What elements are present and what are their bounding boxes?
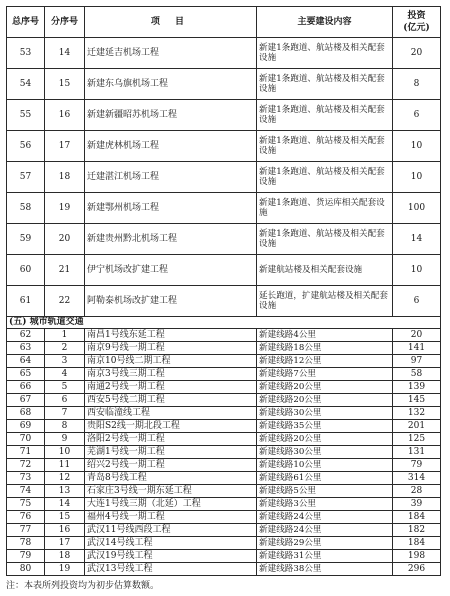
content-cell: 新建航站楼及相关配套设施: [257, 255, 393, 286]
total-no-cell: 78: [7, 537, 45, 550]
total-no-cell: 60: [7, 255, 45, 286]
investment-cell: 14: [393, 224, 441, 255]
project-cell: 迁建延吉机场工程: [85, 38, 257, 69]
project-cell: 洛阳2号线一期工程: [85, 433, 257, 446]
table-row: [7, 472, 441, 485]
project-cell: 南昌1号线东延工程: [85, 329, 257, 342]
investment-cell: 58: [393, 368, 441, 381]
investment-cell: 125: [393, 433, 441, 446]
sub-no-cell: 18: [45, 162, 85, 193]
investment-cell: 141: [393, 342, 441, 355]
section-title: (五) 城市轨道交通: [7, 317, 441, 329]
content-cell: 新建1条跑道、货运库相关配套设施: [257, 193, 393, 224]
rail-section: [7, 329, 441, 576]
investment-cell: 10: [393, 162, 441, 193]
table-row: [7, 420, 441, 433]
sub-no-cell: 12: [45, 472, 85, 485]
content-cell: 新建1条跑道、航站楼及相关配套设施: [257, 69, 393, 100]
content-cell: 新建线路30公里: [257, 407, 393, 420]
project-cell: 新建虎林机场工程: [85, 131, 257, 162]
table-row: [7, 38, 441, 69]
content-cell: 新建线路24公里: [257, 524, 393, 537]
content-cell: 新建线路12公里: [257, 355, 393, 368]
total-no-cell: 75: [7, 498, 45, 511]
project-cell: 新建新疆昭苏机场工程: [85, 100, 257, 131]
header-content: 主要建设内容: [257, 7, 393, 38]
table-row: [7, 498, 441, 511]
project-cell: 武汉11号线西段工程: [85, 524, 257, 537]
project-cell: 伊宁机场改扩建工程: [85, 255, 257, 286]
table-row: [7, 511, 441, 524]
investment-cell: 6: [393, 286, 441, 317]
investment-cell: 100: [393, 193, 441, 224]
content-cell: 新建线路38公里: [257, 563, 393, 576]
investment-cell: 145: [393, 394, 441, 407]
investment-cell: 28: [393, 485, 441, 498]
project-cell: 南京10号线二期工程: [85, 355, 257, 368]
table-row: [7, 100, 441, 131]
total-no-cell: 79: [7, 550, 45, 563]
table-row: [7, 446, 441, 459]
header-sub-no: 分序号: [45, 7, 85, 38]
content-cell: 新建1条跑道、航站楼及相关配套设施: [257, 224, 393, 255]
airport-section: [7, 38, 441, 317]
project-cell: 石家庄3号线一期东延工程: [85, 485, 257, 498]
content-cell: 新建线路61公里: [257, 472, 393, 485]
total-no-cell: 67: [7, 394, 45, 407]
investment-cell: 39: [393, 498, 441, 511]
investment-cell: 184: [393, 537, 441, 550]
content-cell: 延长跑道，扩建航站楼及相关配套设施: [257, 286, 393, 317]
sub-no-cell: 9: [45, 433, 85, 446]
sub-no-cell: 17: [45, 537, 85, 550]
total-no-cell: 56: [7, 131, 45, 162]
table-row: [7, 162, 441, 193]
header-row: [7, 7, 441, 38]
investment-cell: 201: [393, 420, 441, 433]
project-cell: 南通2号线一期工程: [85, 381, 257, 394]
table-row: [7, 286, 441, 317]
total-no-cell: 59: [7, 224, 45, 255]
total-no-cell: 58: [7, 193, 45, 224]
project-cell: 南京3号线三期工程: [85, 368, 257, 381]
table-row: [7, 368, 441, 381]
sub-no-cell: 20: [45, 224, 85, 255]
investment-table: [6, 6, 441, 576]
total-no-cell: 66: [7, 381, 45, 394]
total-no-cell: 62: [7, 329, 45, 342]
total-no-cell: 65: [7, 368, 45, 381]
total-no-cell: 64: [7, 355, 45, 368]
table-row: [7, 355, 441, 368]
investment-cell: 198: [393, 550, 441, 563]
total-no-cell: 73: [7, 472, 45, 485]
table-row: [7, 193, 441, 224]
investment-cell: 296: [393, 563, 441, 576]
table-page: [6, 6, 440, 576]
investment-cell: 8: [393, 69, 441, 100]
sub-no-cell: 16: [45, 524, 85, 537]
content-cell: 新建线路29公里: [257, 537, 393, 550]
content-cell: 新建线路18公里: [257, 342, 393, 355]
project-cell: 迁建湛江机场工程: [85, 162, 257, 193]
total-no-cell: 54: [7, 69, 45, 100]
investment-cell: 182: [393, 524, 441, 537]
content-cell: 新建线路30公里: [257, 446, 393, 459]
table-row: [7, 537, 441, 550]
project-cell: 新建鄂州机场工程: [85, 193, 257, 224]
project-cell: 南京9号线一期工程: [85, 342, 257, 355]
table-row: [7, 433, 441, 446]
sub-no-cell: 8: [45, 420, 85, 433]
project-cell: 福州4号线一期工程: [85, 511, 257, 524]
total-no-cell: 71: [7, 446, 45, 459]
sub-no-cell: 17: [45, 131, 85, 162]
content-cell: 新建线路3公里: [257, 498, 393, 511]
sub-no-cell: 1: [45, 329, 85, 342]
table-row: [7, 329, 441, 342]
project-cell: 阿勒泰机场改扩建工程: [85, 286, 257, 317]
total-no-cell: 74: [7, 485, 45, 498]
total-no-cell: 55: [7, 100, 45, 131]
header-investment: 投资 (亿元): [393, 7, 441, 38]
investment-cell: 132: [393, 407, 441, 420]
investment-cell: 20: [393, 38, 441, 69]
project-cell: 新建东乌旗机场工程: [85, 69, 257, 100]
investment-cell: 314: [393, 472, 441, 485]
investment-cell: 97: [393, 355, 441, 368]
project-cell: 青岛8号线工程: [85, 472, 257, 485]
sub-no-cell: 16: [45, 100, 85, 131]
sub-no-cell: 19: [45, 193, 85, 224]
total-no-cell: 70: [7, 433, 45, 446]
total-no-cell: 69: [7, 420, 45, 433]
table-row: [7, 131, 441, 162]
content-cell: 新建1条跑道、航站楼及相关配套设施: [257, 38, 393, 69]
project-cell: 新建贵州黔北机场工程: [85, 224, 257, 255]
sub-no-cell: 14: [45, 38, 85, 69]
project-cell: 武汉13号线工程: [85, 563, 257, 576]
table-row: [7, 394, 441, 407]
project-cell: 贵阳S2线一期北段工程: [85, 420, 257, 433]
table-row: [7, 563, 441, 576]
sub-no-cell: 7: [45, 407, 85, 420]
table-row: [7, 407, 441, 420]
content-cell: 新建线路35公里: [257, 420, 393, 433]
sub-no-cell: 14: [45, 498, 85, 511]
rail-section-header: [7, 317, 441, 329]
project-cell: 大连1号线三期（北延）工程: [85, 498, 257, 511]
total-no-cell: 80: [7, 563, 45, 576]
investment-cell: 6: [393, 100, 441, 131]
project-cell: 西安临潼线工程: [85, 407, 257, 420]
table-row: [7, 69, 441, 100]
total-no-cell: 53: [7, 38, 45, 69]
investment-cell: 10: [393, 131, 441, 162]
sub-no-cell: 21: [45, 255, 85, 286]
content-cell: 新建线路20公里: [257, 433, 393, 446]
content-cell: 新建线路20公里: [257, 381, 393, 394]
investment-cell: 184: [393, 511, 441, 524]
footnote: 注：本表所列投资均为初步估算数额。: [6, 581, 160, 591]
content-cell: 新建线路5公里: [257, 485, 393, 498]
table-row: [7, 485, 441, 498]
content-cell: 新建1条跑道、航站楼及相关配套设施: [257, 100, 393, 131]
sub-no-cell: 4: [45, 368, 85, 381]
table-row: [7, 342, 441, 355]
sub-no-cell: 15: [45, 511, 85, 524]
investment-cell: 79: [393, 459, 441, 472]
total-no-cell: 72: [7, 459, 45, 472]
table-row: [7, 381, 441, 394]
content-cell: 新建线路10公里: [257, 459, 393, 472]
project-cell: 武汉14号线工程: [85, 537, 257, 550]
sub-no-cell: 3: [45, 355, 85, 368]
sub-no-cell: 18: [45, 550, 85, 563]
project-cell: 武汉19号线工程: [85, 550, 257, 563]
project-cell: 西安5号线二期工程: [85, 394, 257, 407]
total-no-cell: 77: [7, 524, 45, 537]
sub-no-cell: 5: [45, 381, 85, 394]
investment-cell: 10: [393, 255, 441, 286]
table-row: [7, 524, 441, 537]
investment-cell: 131: [393, 446, 441, 459]
content-cell: 新建线路31公里: [257, 550, 393, 563]
sub-no-cell: 10: [45, 446, 85, 459]
content-cell: 新建线路24公里: [257, 511, 393, 524]
total-no-cell: 63: [7, 342, 45, 355]
sub-no-cell: 6: [45, 394, 85, 407]
sub-no-cell: 2: [45, 342, 85, 355]
content-cell: 新建1条跑道、航站楼及相关配套设施: [257, 131, 393, 162]
content-cell: 新建线路7公里: [257, 368, 393, 381]
content-cell: 新建线路20公里: [257, 394, 393, 407]
content-cell: 新建线路4公里: [257, 329, 393, 342]
table-row: [7, 459, 441, 472]
investment-cell: 139: [393, 381, 441, 394]
total-no-cell: 61: [7, 286, 45, 317]
content-cell: 新建1条跑道、航站楼及相关配套设施: [257, 162, 393, 193]
investment-cell: 20: [393, 329, 441, 342]
section-row: [7, 317, 441, 329]
sub-no-cell: 22: [45, 286, 85, 317]
table-row: [7, 224, 441, 255]
sub-no-cell: 13: [45, 485, 85, 498]
sub-no-cell: 11: [45, 459, 85, 472]
sub-no-cell: 15: [45, 69, 85, 100]
header-project: 项 目: [85, 7, 257, 38]
header-total-no: 总序号: [7, 7, 45, 38]
project-cell: 绍兴2号线一期工程: [85, 459, 257, 472]
total-no-cell: 68: [7, 407, 45, 420]
sub-no-cell: 19: [45, 563, 85, 576]
table-row: [7, 255, 441, 286]
total-no-cell: 57: [7, 162, 45, 193]
total-no-cell: 76: [7, 511, 45, 524]
project-cell: 芜湖1号线一期工程: [85, 446, 257, 459]
table-row: [7, 550, 441, 563]
